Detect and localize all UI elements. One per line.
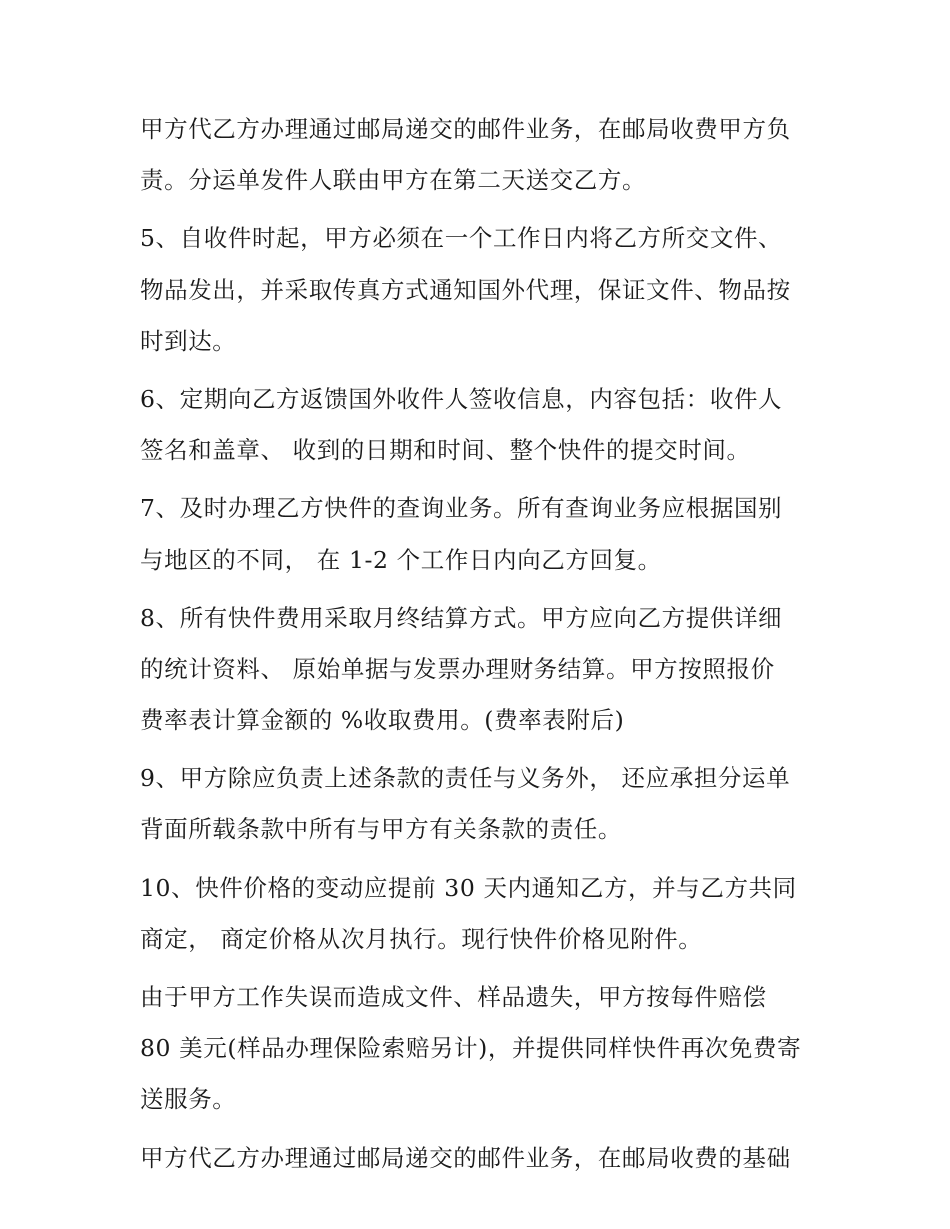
clause-10-line-2: 商定， 商定价格从次月执行。现行快件价格见附件。 [140,924,703,953]
clause-6-line-1: 6、定期向乙方返馈国外收件人签收信息，内容包括：收件人 [140,384,783,413]
clause-5-line-2: 物品发出，并采取传真方式通知国外代理，保证文件、物品按 [140,275,791,304]
paragraph-gap [140,206,816,213]
paragraph-gap [140,586,816,593]
clause-7-line-2: 与地区的不同， 在 1-2 个工作日内向乙方回复。 [140,545,662,574]
clause-8-line-3: 费率表计算金额的 %收取费用。(费率表附后) [140,706,625,735]
paragraph-gap [140,965,816,972]
paragraph-1-line-1: 甲方代乙方办理通过邮局递交的邮件业务，在邮局收费甲方负 [140,115,791,143]
paragraph-gap [140,856,816,863]
paragraph-1-line-2: 责。分运单发件人联由甲方在第二天送交乙方。 [140,166,647,195]
clause-6-line-2: 签名和盖章、 收到的日期和时间、整个快件的提交时间。 [140,436,751,465]
paragraph-gap [140,476,816,483]
clause-9-line-1: 9、甲方除应负责上述条款的责任与义务外， 还应承担分运单 [140,764,791,793]
postal-service-line-1: 甲方代乙方办理通过邮局递交的邮件业务，在邮局收费的基础 [140,1143,791,1172]
clause-8-line-2: 的统计资料、 原始单据与发票办理财务结算。甲方按照报价 [140,654,775,683]
clause-7-line-1: 7、及时办理乙方快件的查询业务。所有查询业务应根据国别 [140,494,783,523]
compensation-line-2: 80 美元(样品办理保险索赔另计)，并提供同样快件再次免费寄 [140,1034,802,1063]
compensation-line-3: 送服务。 [140,1085,237,1114]
clause-10-line-1: 10、快件价格的变动应提前 30 天内通知乙方，并与乙方共同 [140,873,797,902]
paragraph-gap [140,746,816,753]
clause-5-line-1: 5、自收件时起，甲方必须在一个工作日内将乙方所交文件、 [140,224,783,253]
paragraph-gap [140,367,816,374]
compensation-line-1: 由于甲方工作失误而造成文件、样品遗失，甲方按每件赔偿 [140,983,767,1011]
paragraph-gap [140,1126,816,1133]
clause-9-line-2: 背面所载条款中所有与甲方有关条款的责任。 [140,815,622,844]
clause-8-line-1: 8、所有快件费用采取月终结算方式。甲方应向乙方提供详细 [140,603,783,632]
document-page [140,104,816,1184]
clause-5-line-3: 时到达。 [140,326,237,355]
